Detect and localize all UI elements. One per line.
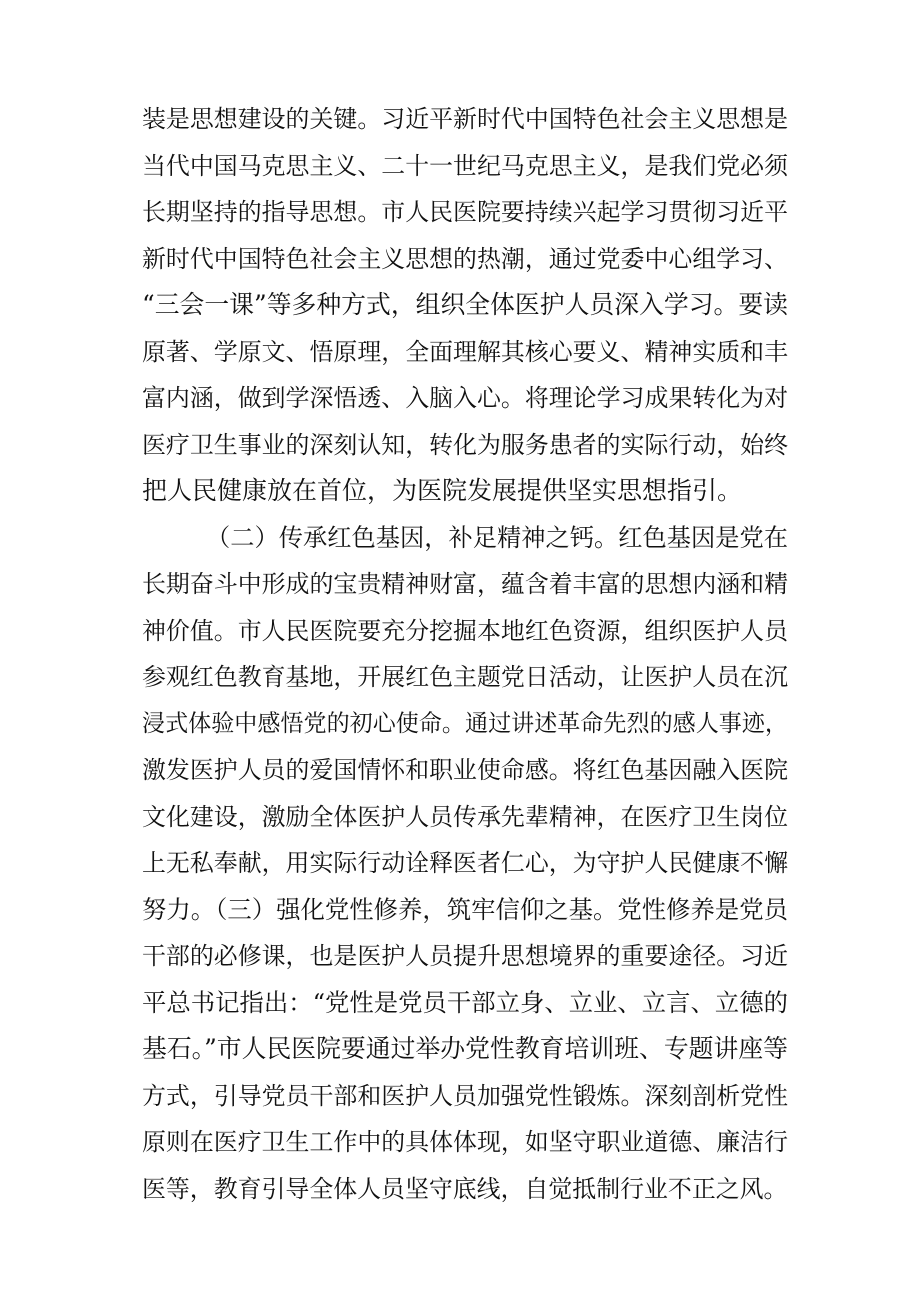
text-line: 平总书记指出：“党性是党员干部立身、立业、立言、立德的: [142, 987, 788, 1017]
text-line: 医等，教育引导全体人员坚守底线，自觉抵制行业不正之风。: [142, 1174, 788, 1203]
text-line: 方式，引导党员干部和医护人员加强党性锻炼。深刻剖析党性: [142, 1081, 788, 1110]
text-line: 当代中国马克思主义、二十一世纪马克思主义，是我们党必须: [142, 151, 788, 180]
document-page: [142, 96, 788, 1212]
text-line: 长期坚持的指导思想。市人民医院要持续兴起学习贯彻习近平: [142, 198, 788, 226]
text-line: 激发医护人员的爱国情怀和职业使命感。将红色基因融入医院: [142, 756, 788, 784]
text-line: 努力。（三）强化党性修养，筑牢信仰之基。党性修养是党员: [142, 894, 788, 924]
text-line: 原则在医疗卫生工作中的具体体现，如坚守职业道德、廉洁行: [142, 1128, 788, 1156]
text-line: 富内涵，做到学深悟透、入脑入心。将理论学习成果转化为对: [142, 384, 788, 412]
text-line: 干部的必修课，也是医护人员提升思想境界的重要途径。习近: [142, 942, 788, 970]
text-line: 文化建设，激励全体医护人员传承先辈精神，在医疗卫生岗位: [142, 802, 788, 831]
text-line: 参观红色教育基地，开展红色主题党日活动，让医护人员在沉: [142, 663, 788, 691]
text-line: 上无私奉献，用实际行动诠释医者仁心，为守护人民健康不懈: [142, 849, 788, 877]
text-line: “三会一课”等多种方式，组织全体医护人员深入学习。要读: [142, 290, 788, 319]
text-line: 神价值。市人民医院要充分挖掘本地红色资源，组织医护人员: [142, 616, 788, 645]
text-line: 基石。”市人民医院要通过举办党性教育培训班、专题讲座等: [142, 1034, 788, 1063]
text-line: 装是思想建设的关键。习近平新时代中国特色社会主义思想是: [142, 105, 788, 133]
text-line: 医疗卫生事业的深刻认知，转化为服务患者的实际行动，始终: [142, 430, 788, 459]
text-line: 浸式体验中感悟党的初心使命。通过讲述革命先烈的感人事迹，: [142, 710, 788, 737]
text-line: 长期奋斗中形成的宝贵精神财富，蕴含着丰富的思想内涵和精: [142, 570, 788, 598]
text-line: （二）传承红色基因，补足精神之钙。红色基因是党在: [206, 522, 788, 552]
text-line: 原著、学原文、悟原理，全面理解其核心要义、精神实质和丰: [142, 337, 788, 366]
text-line: 新时代中国特色社会主义思想的热潮，通过党委中心组学习、: [142, 244, 788, 273]
text-line: 把人民健康放在首位，为医院发展提供坚实思想指引。: [142, 476, 743, 505]
